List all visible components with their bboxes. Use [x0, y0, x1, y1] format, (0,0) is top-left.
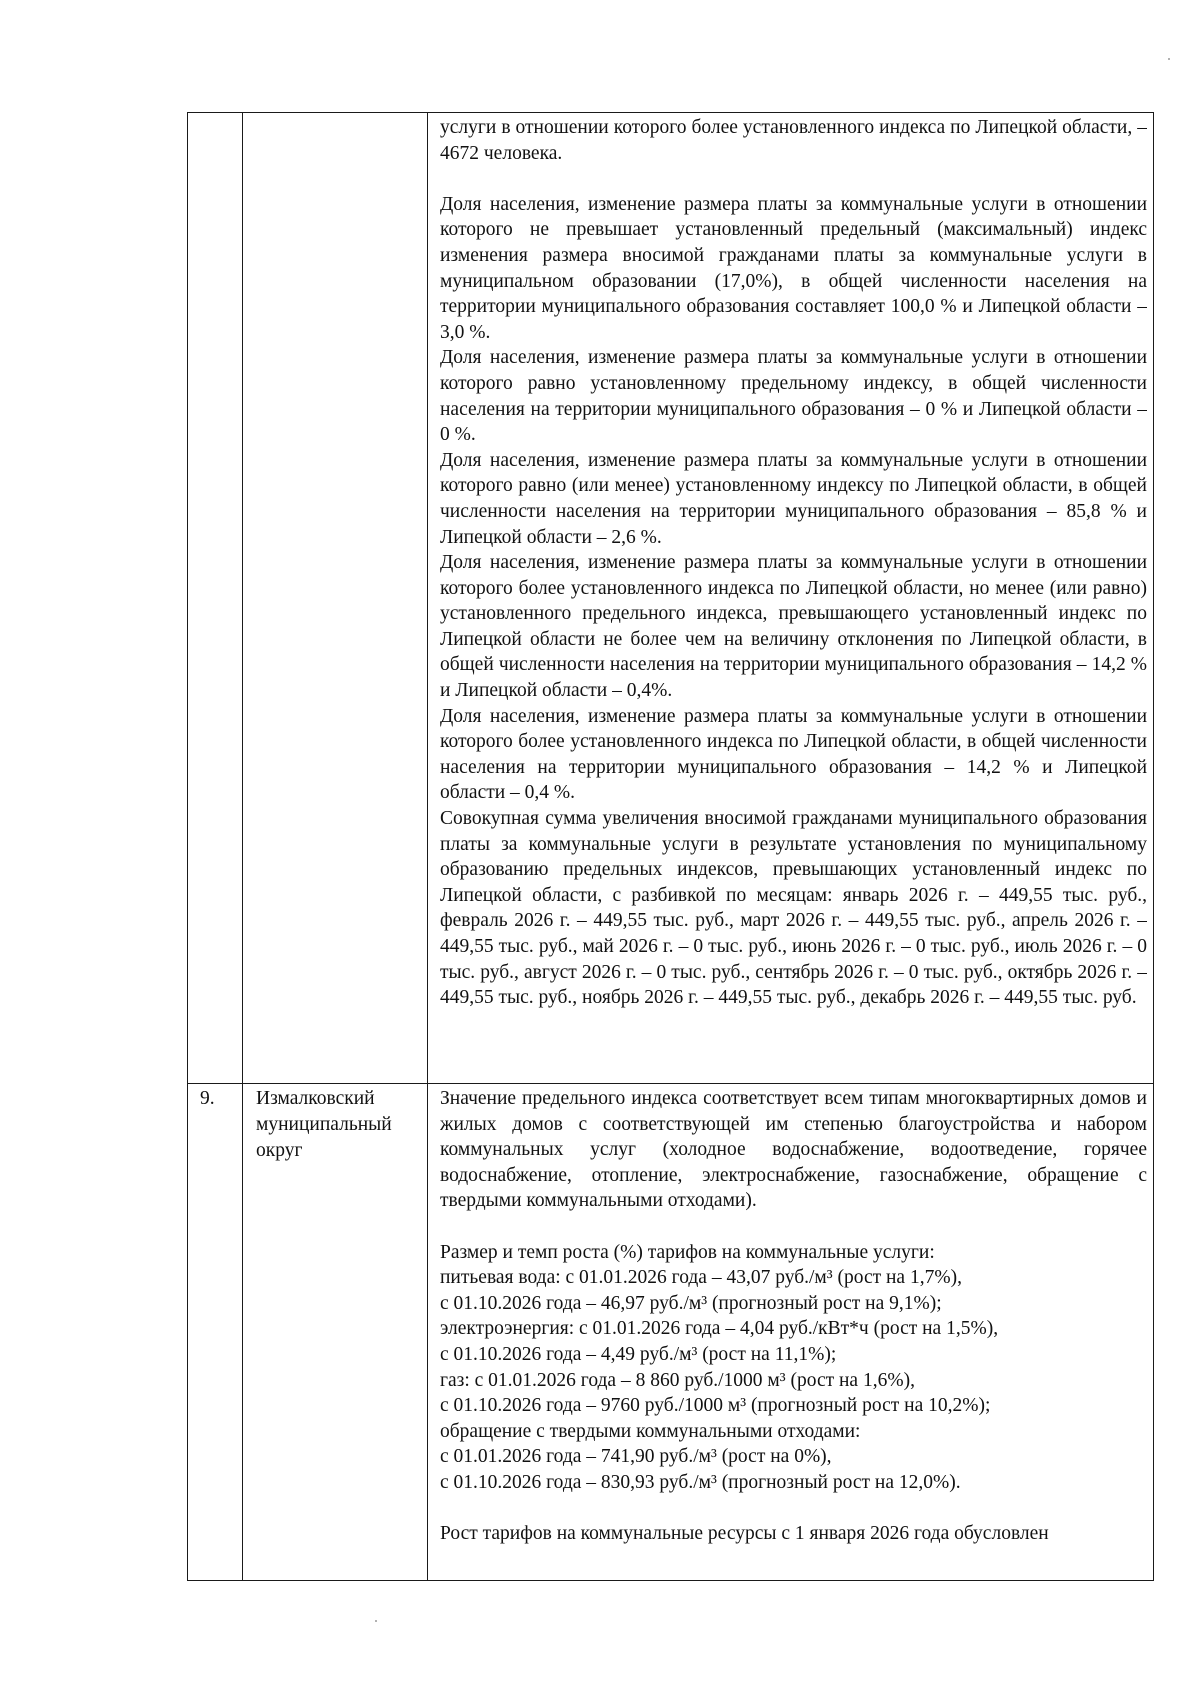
tariff-heading: Размер и темп роста (%) тарифов на коммунальные услуги:: [440, 1241, 935, 1263]
tariff-line: газ: с 01.01.2026 года – 8 860 руб./1000 м³ (рост на 1,6%),: [440, 1369, 915, 1391]
tariff-line: электроэнергия: с 01.01.2026 года – 4,04 руб./кВт*ч (рост на 1,5%),: [440, 1318, 999, 1340]
municipality-name-cell: [243, 113, 428, 1084]
paragraph-share-not-exceeding: Доля населения, изменение размера платы за коммунальные услуги в отношении которого не превышает установленный предельный (максимальный) индекс изменения размера вносимой гражданами платы за коммунальные услуги в муниципальном образовании (17,0%), в общей численности населения на территории муниципального образования составляет 100,0 % и Липецкой области – 3,0 %.: [440, 193, 1147, 343]
tariff-line: с 01.10.2026 года – 4,49 руб./м³ (рост на 11,1%);: [440, 1343, 837, 1365]
tariff-line: питьевая вода: с 01.01.2026 года – 43,07 руб./м³ (рост на 1,7%),: [440, 1267, 962, 1289]
paragraph-share-within-deviation: Доля населения, изменение размера платы за коммунальные услуги в отношении которого более установленного индекса по Липецкой области, но менее (или равно) установленного предельного индекса, превышающего установленный индекс по Липецкой области не более чем на величину отклонения по Липецкой области, в общей численности населения на территории муниципального образования – 14,2 % и Липецкой области – 0,4%.: [440, 552, 1147, 702]
description-cell: [428, 1084, 1154, 1581]
tariff-line: с 01.10.2026 года – 46,97 руб./м³ (прогнозный рост на 9,1%);: [440, 1292, 942, 1314]
paragraph-monthly-increase-sum: Совокупная сумма увеличения вносимой гражданами муниципального образования платы за коммунальные услуги в результате установления по муниципальному образованию предельных индексов, превышающих установленный индекс по Липецкой области, с разбивкой по месяцам: январь 2026 г. – 449,55 тыс. руб., февраль 2026 г. – 449,55 тыс. руб., март 2026 г. – 449,55 тыс. руб., апрель 2026 г. – 449,55 тыс. руб., май 2026 г. – 0 тыс. руб., июнь 2026 г. – 0 тыс. руб., июль 2026 г. – 0 тыс. руб., август 2026 г. – 0 тыс. руб., сентябрь 2026 г. – 0 тыс. руб., октябрь 2026 г. – 449,55 тыс. руб., ноябрь 2026 г. – 449,55 тыс. руб., декабрь 2026 г. – 449,55 тыс. руб.: [440, 808, 1147, 1009]
table-row-9: [188, 1084, 1154, 1581]
municipality-name-cell: Измалковский муниципальный округ: [243, 1084, 428, 1581]
tariff-line: с 01.10.2026 года – 9760 руб./1000 м³ (прогнозный рост на 10,2%);: [440, 1395, 991, 1417]
tariff-line: обращение с твердыми коммунальными отходами:: [440, 1420, 861, 1442]
paragraph-share-equal-or-less-regional: Доля населения, изменение размера платы за коммунальные услуги в отношении которого равно (или менее) установленному индексу по Липецкой области, в общей численности населения на территории муниципального образования – 85,8 % и Липецкой области – 2,6 %.: [440, 449, 1147, 548]
table-row-continued: [188, 113, 1154, 1084]
paragraph-index-applicability: Значение предельного индекса соответствует всем типам многоквартирных домов и жилых домов с соответствующей им степенью благоустройства и набором коммунальных услуг (холодное водоснабжение, водоотведение, горячее водоснабжение, отопление, электроснабжение, газоснабжение, обращение с твердыми коммунальными отходами).: [440, 1088, 1147, 1212]
description-cell: [428, 113, 1154, 1084]
tariff-line: с 01.01.2026 года – 741,90 руб./м³ (рост на 0%),: [440, 1446, 832, 1468]
paragraph-share-equal-limit: Доля населения, изменение размера платы за коммунальные услуги в отношении которого равно установленному предельному индексу, в общей численности населения на территории муниципального образования – 0 % и Липецкой области – 0 %.: [440, 347, 1147, 446]
paragraph-share-above-regional: Доля населения, изменение размера платы за коммунальные услуги в отношении которого более установленного индекса по Липецкой области, в общей численности населения на территории муниципального образования – 14,2 % и Липецкой области – 0,4 %.: [440, 705, 1147, 804]
paragraph-population-count: услуги в отношении которого более установленного индекса по Липецкой области, – 4672 человека.: [440, 117, 1147, 164]
tariff-line: с 01.10.2026 года – 830,93 руб./м³ (прогнозный рост на 12,0%).: [440, 1471, 961, 1493]
scan-speck: [1168, 58, 1170, 60]
row-number-cell: 9.: [188, 1084, 243, 1581]
paragraph-tariff-growth-reason: Рост тарифов на коммунальные ресурсы с 1 января 2026 года обусловлен: [440, 1523, 1049, 1545]
row-number-cell: [188, 113, 243, 1084]
scan-speck: [375, 1620, 377, 1622]
document-table: [187, 112, 1154, 1581]
